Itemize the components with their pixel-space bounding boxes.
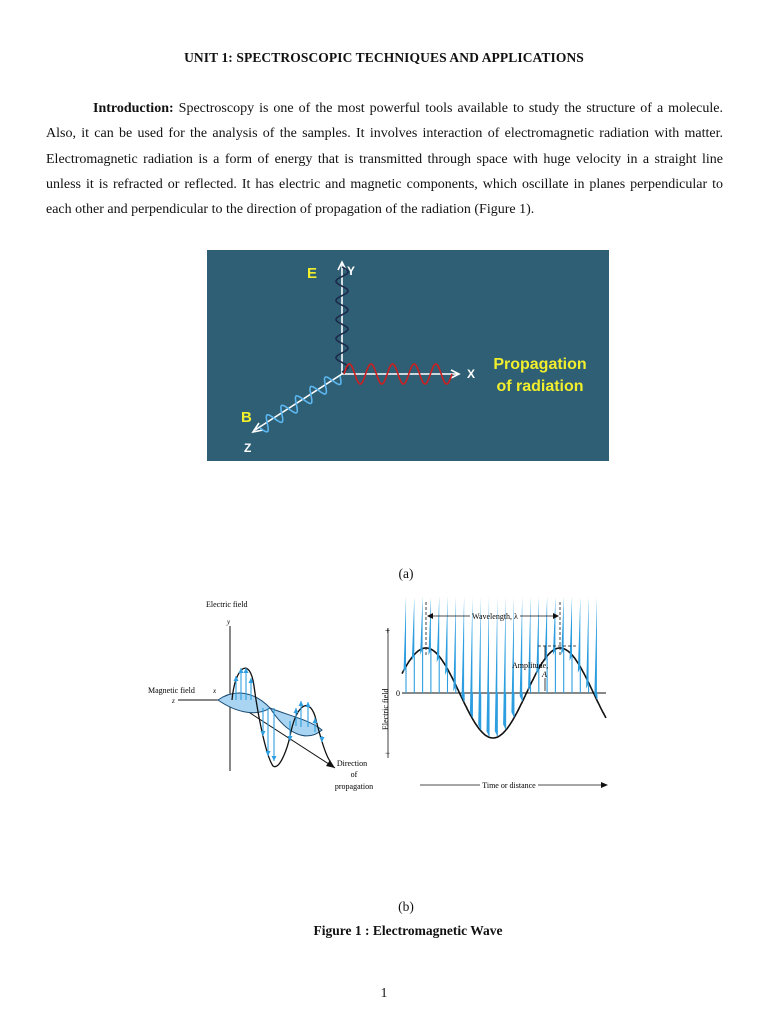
direction-label-line1: Direction: [336, 759, 368, 768]
amplitude-symbol: A: [542, 670, 547, 679]
field-arrowhead: [445, 597, 448, 676]
field-arrowhead: [594, 597, 597, 700]
caption-a: (a): [398, 566, 414, 581]
x-label: X: [467, 367, 476, 381]
left-electric-field-label: Electric field: [206, 600, 248, 609]
field-arrowhead: [437, 597, 440, 663]
left-magnetic-field-label: Magnetic field: [148, 686, 195, 695]
field-arrowhead: [586, 597, 589, 689]
plus-sign: +: [385, 626, 391, 636]
left-y-label: y: [227, 618, 231, 626]
z-label: Z: [244, 441, 252, 455]
left-3d-diagram: [148, 600, 373, 791]
amplitude-label: Amplitude,: [512, 661, 549, 670]
field-arrowhead: [462, 597, 465, 702]
left-x-label: x: [213, 687, 217, 695]
left-z-label: z: [172, 697, 175, 705]
field-arrowhead: [272, 756, 277, 761]
field-arrowhead: [320, 737, 325, 742]
field-arrowhead: [294, 708, 299, 713]
field-arrowhead: [528, 597, 531, 691]
page-title: UNIT 1: SPECTROSCOPIC TECHNIQUES AND APPLICATIONS: [184, 50, 584, 65]
wavelength-label: Wavelength, λ: [472, 612, 518, 621]
intro-lead: Introduction:: [93, 101, 174, 116]
field-arrowhead: [299, 701, 304, 706]
field-arrowhead: [428, 597, 431, 656]
propagation-label-line1: Propagation: [493, 356, 587, 373]
field-arrowhead: [520, 597, 523, 702]
field-arrowhead: [578, 597, 581, 673]
field-arrowhead: [453, 597, 456, 692]
field-arrowhead: [266, 751, 271, 756]
propagation-label-line2: of radiation: [496, 378, 584, 395]
field-arrowhead: [420, 597, 423, 655]
intro-paragraph: [46, 96, 723, 222]
field-arrowhead: [306, 702, 311, 707]
figure-a-em-wave-3d: [207, 250, 609, 461]
left-propagation-arrowhead: [326, 760, 335, 768]
zero-label: 0: [396, 689, 400, 698]
right-sine-diagram: [381, 597, 608, 791]
figure-b-em-wave-diagrams: [140, 596, 620, 800]
wavelength-arrowhead-right: [553, 613, 559, 619]
e-label: E: [307, 265, 318, 282]
field-arrowhead: [570, 597, 573, 661]
page-number: 1: [380, 985, 388, 1000]
time-axis-arrowhead: [601, 782, 608, 788]
b-label: B: [241, 409, 252, 426]
direction-label-line2: of: [350, 770, 358, 779]
electric-field-axis-label: Electric field: [381, 688, 390, 730]
time-or-distance-label: Time or distance: [482, 781, 536, 790]
minus-sign: −: [385, 748, 391, 758]
intro-text: Spectroscopy is one of the most powerful tools available to study the structure of a molecule. Also, it can be used for the analysis of the samples. It involves interaction of electromagnetic radiation with matter. Electromagnetic radiation is a form of energy that is transmitted through space with huge velocity in a straight line unless it is refracted or reflected. It has electric and magnetic components, which oscillate in planes perpendicular to each other and perpendicular to the direction of propagation of the radiation (Figure 1).: [46, 101, 723, 218]
field-arrowhead: [412, 597, 415, 661]
magnetic-lobe-1: [218, 693, 270, 713]
y-label: Y: [347, 264, 356, 278]
direction-label-line3: propagation: [334, 782, 374, 791]
figure-title: Figure 1 : Electromagnetic Wave: [313, 923, 503, 938]
caption-b: (b): [398, 899, 414, 914]
field-arrowhead: [404, 597, 407, 673]
field-arrowhead: [261, 731, 266, 736]
